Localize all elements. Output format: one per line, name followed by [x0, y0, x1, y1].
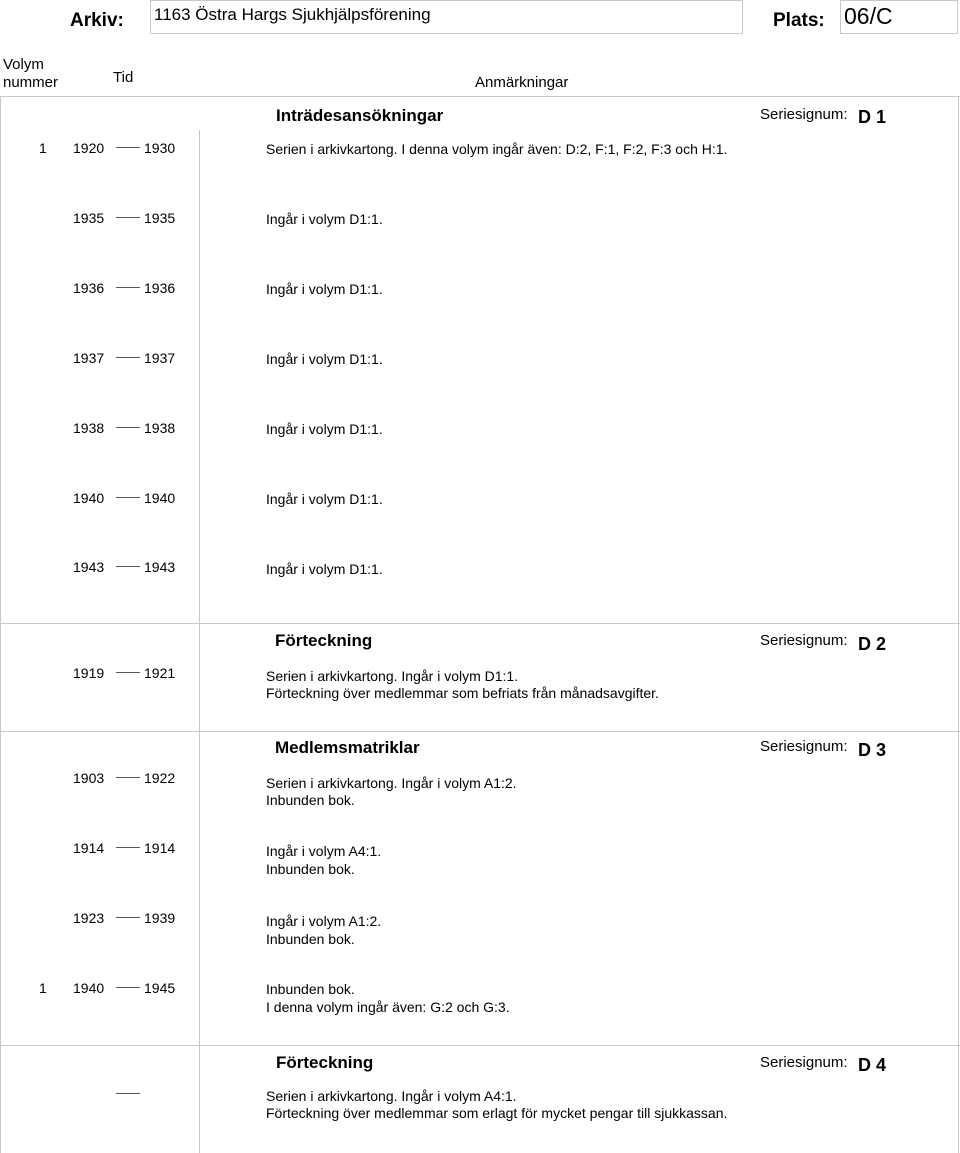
volume-note: Ingår i volym D1:1.: [266, 211, 383, 227]
dash-icon: [116, 917, 140, 918]
year-to: 1945: [144, 980, 176, 996]
volume-note: Inbunden bok.: [266, 931, 355, 947]
year-from: 1940: [73, 490, 105, 506]
dash-icon: [116, 497, 140, 498]
arkiv-field: [150, 0, 743, 34]
column-anmarkningar: Anmärkningar: [475, 74, 569, 91]
volume-note: I denna volym ingår även: G:2 och G:3.: [266, 999, 510, 1015]
volume-note: Ingår i volym D1:1.: [266, 561, 383, 577]
rule-section-2: [0, 623, 960, 624]
series-signum-label-d1: Seriesignum:: [760, 106, 848, 123]
year-from: 1923: [73, 910, 105, 926]
arkiv-value: 1163 Östra Hargs Sjukhjälpsförening: [154, 5, 431, 24]
plats-label: Plats:: [773, 10, 825, 31]
volume-number: 1: [39, 980, 47, 996]
volume-note: Ingår i volym A1:2.: [266, 913, 382, 929]
volume-note: Förteckning över medlemmar som befriats från månadsavgifter.: [266, 685, 659, 701]
dash-icon: [116, 427, 140, 428]
rule-left: [0, 96, 1, 1153]
volume-note: Inbunden bok.: [266, 981, 355, 997]
series-signum-d2: D 2: [858, 634, 887, 654]
volume-note: Serien i arkivkartong. I denna volym ingår även: D:2, F:1, F:2, F:3 och H:1.: [266, 141, 728, 157]
column-tid: Tid: [113, 69, 134, 86]
year-to: 1914: [144, 840, 176, 856]
year-to: 1936: [144, 280, 176, 296]
series-signum-label-d3: Seriesignum:: [760, 738, 848, 755]
dash-icon: [116, 987, 140, 988]
series-title-d4: Förteckning: [276, 1053, 374, 1072]
volume-note: Serien i arkivkartong. Ingår i volym A1:2.: [266, 775, 517, 791]
series-signum-d1: D 1: [858, 107, 887, 127]
rule-tid-notes: [199, 130, 200, 1153]
volume-note: Ingår i volym D1:1.: [266, 351, 383, 367]
rule-section-3: [0, 731, 960, 732]
year-from: 1935: [73, 210, 105, 226]
series-title-d1: Inträdesansökningar: [276, 106, 444, 125]
dash-icon: [116, 566, 140, 567]
arkiv-label: Arkiv:: [70, 10, 124, 31]
rule-top: [0, 96, 960, 97]
column-volym-line1: Volym: [3, 56, 44, 73]
rule-section-4: [0, 1045, 960, 1046]
volume-note: Serien i arkivkartong. Ingår i volym A4:1.: [266, 1088, 517, 1104]
series-signum-d4: D 4: [858, 1055, 887, 1075]
year-to: 1938: [144, 420, 176, 436]
column-volym-line2: nummer: [3, 74, 59, 91]
plats-value: 06/C: [844, 3, 893, 29]
dash-icon: [116, 217, 140, 218]
year-to: 1930: [144, 140, 176, 156]
year-to: 1922: [144, 770, 176, 786]
dash-icon: [116, 777, 140, 778]
volume-note: Inbunden bok.: [266, 792, 355, 808]
volume-note: Serien i arkivkartong. Ingår i volym D1:1.: [266, 668, 519, 684]
year-to: 1940: [144, 490, 176, 506]
rule-right: [958, 96, 959, 1153]
volume-note: Ingår i volym A4:1.: [266, 843, 382, 859]
year-to: 1937: [144, 350, 176, 366]
year-to: 1943: [144, 559, 176, 575]
year-to: 1935: [144, 210, 176, 226]
series-title-d2: Förteckning: [275, 631, 373, 650]
dash-icon: [116, 147, 140, 148]
series-signum-d3: D 3: [858, 740, 887, 760]
dash-icon: [116, 672, 140, 673]
year-from: 1914: [73, 840, 105, 856]
dash-icon: [116, 1093, 140, 1094]
volume-number: 1: [39, 140, 47, 156]
year-from: 1940: [73, 980, 105, 996]
series-signum-label-d2: Seriesignum:: [760, 632, 848, 649]
year-to: 1921: [144, 665, 176, 681]
volume-note: Ingår i volym D1:1.: [266, 421, 383, 437]
volume-note: Ingår i volym D1:1.: [266, 491, 383, 507]
year-from: 1920: [73, 140, 105, 156]
plats-field: [840, 0, 958, 34]
year-to: 1939: [144, 910, 176, 926]
dash-icon: [116, 287, 140, 288]
volume-note: Förteckning över medlemmar som erlagt för mycket pengar till sjukkassan.: [266, 1105, 728, 1121]
year-from: 1903: [73, 770, 105, 786]
year-from: 1938: [73, 420, 105, 436]
year-from: 1943: [73, 559, 105, 575]
year-from: 1919: [73, 665, 105, 681]
dash-icon: [116, 357, 140, 358]
volume-note: Ingår i volym D1:1.: [266, 281, 383, 297]
dash-icon: [116, 847, 140, 848]
year-from: 1936: [73, 280, 105, 296]
year-from: 1937: [73, 350, 105, 366]
series-title-d3: Medlemsmatriklar: [275, 738, 420, 757]
column-volym-nummer: [3, 56, 58, 92]
series-signum-label-d4: Seriesignum:: [760, 1054, 848, 1071]
volume-note: Inbunden bok.: [266, 861, 355, 877]
